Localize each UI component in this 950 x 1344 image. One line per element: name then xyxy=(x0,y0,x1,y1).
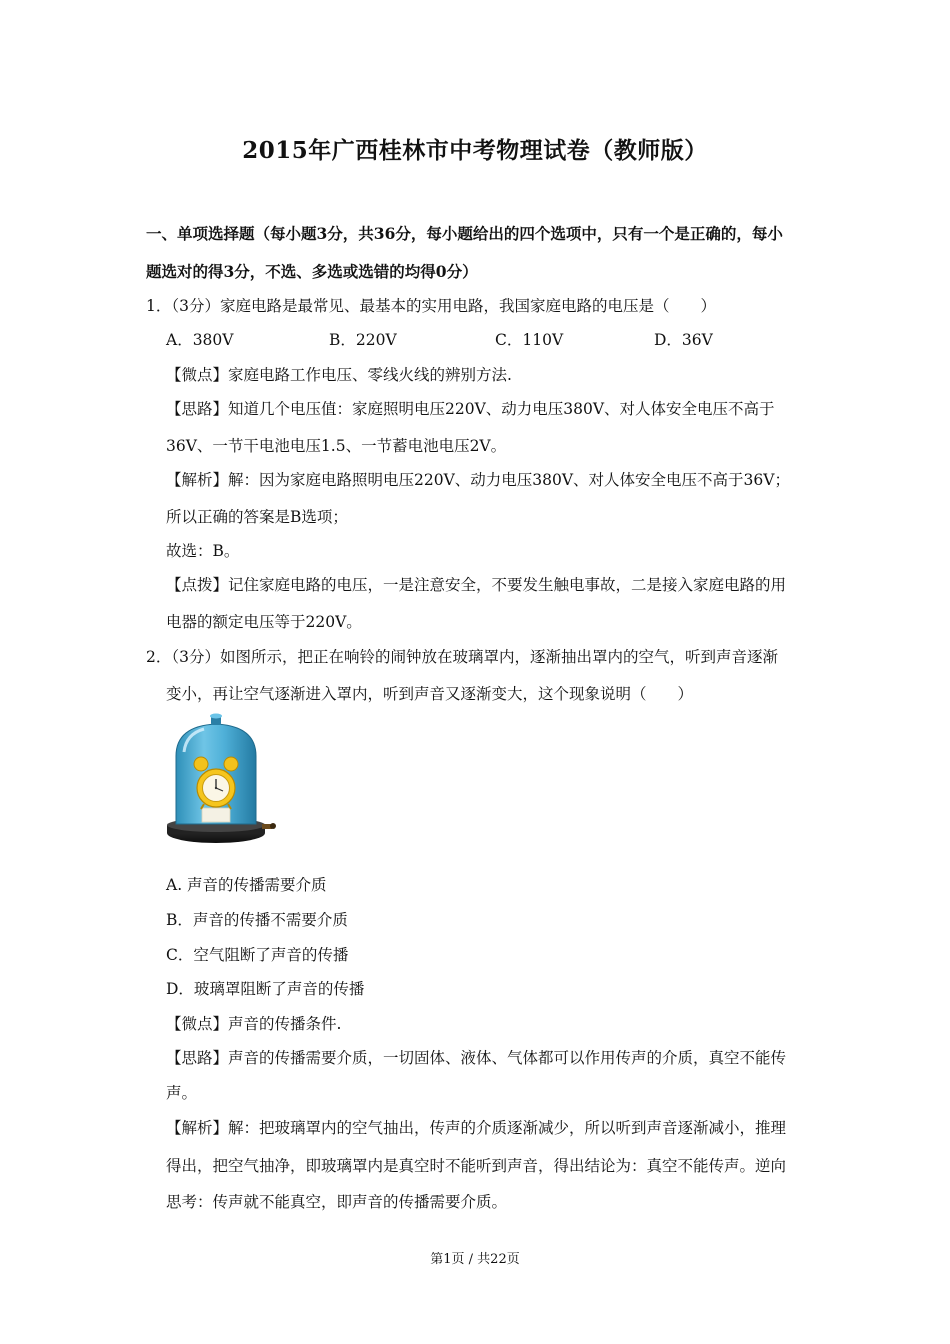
q1-weidian: 【微点】家庭电路工作电压、零线火线的辨别方法. xyxy=(166,366,512,384)
bell-jar-alarm-clock-figure xyxy=(164,712,280,846)
q1-option-d: D．36V xyxy=(654,331,713,349)
q2-jiexi-line-2: 得出，把空气抽净，即玻璃罩内是真空时不能听到声音，得出结论为：真空不能传声。逆向 xyxy=(166,1157,787,1175)
q1-option-c: C．110V xyxy=(495,331,564,349)
q1-stem: 1．（3分）家庭电路是最常见、最基本的实用电路，我国家庭电路的电压是（ ） xyxy=(146,297,716,315)
section-heading-line-2: 题选对的得3分，不选、多选或选错的均得0分） xyxy=(146,262,478,281)
q1-answer: 故选：B。 xyxy=(166,542,240,560)
q2-option-c: C．空气阻断了声音的传播 xyxy=(166,946,349,964)
q2-weidian: 【微点】声音的传播条件. xyxy=(166,1015,342,1033)
q2-jiexi-line-1: 【解析】解：把玻璃罩内的空气抽出，传声的介质逐渐减少，所以听到声音逐渐减小，推理 xyxy=(166,1119,787,1137)
q2-stem-line-1: 2．（3分）如图所示，把正在响铃的闹钟放在玻璃罩内，逐渐抽出罩内的空气，听到声音逐渐 xyxy=(146,648,778,666)
q2-option-a: A. 声音的传播需要介质 xyxy=(166,876,327,894)
q1-silu-line-2: 36V、一节干电池电压1.5、一节蓄电池电压2V。 xyxy=(166,437,507,455)
page-footer: 第1页 / 共22页 xyxy=(430,1252,520,1267)
q1-dianbo-line-1: 【点拨】记住家庭电路的电压，一是注意安全，不要发生触电事故，二是接入家庭电路的用 xyxy=(166,576,787,594)
q2-silu-line-2: 声。 xyxy=(166,1084,198,1102)
q2-stem-line-2: 变小，再让空气逐渐进入罩内，听到声音又逐渐变大，这个现象说明（ ） xyxy=(166,685,694,703)
q1-option-b: B．220V xyxy=(329,331,397,349)
section-heading-line-1: 一、单项选择题（每小题3分，共36分，每小题给出的四个选项中，只有一个是正确的，每小 xyxy=(146,224,783,243)
page-title: 2015年广西桂林市中考物理试卷（教师版） xyxy=(242,137,708,164)
q1-option-a: A．380V xyxy=(166,331,234,349)
q2-silu-line-1: 【思路】声音的传播需要介质，一切固体、液体、气体都可以作用传声的介质，真空不能传 xyxy=(166,1049,787,1067)
q2-jiexi-line-3: 思考：传声就不能真空，即声音的传播需要介质。 xyxy=(166,1193,508,1211)
q1-dianbo-line-2: 电器的额定电压等于220V。 xyxy=(166,613,362,631)
q1-silu-line-1: 【思路】知道几个电压值：家庭照明电压220V、动力电压380V、对人体安全电压不高于 xyxy=(166,400,775,418)
q2-option-d: D．玻璃罩阻断了声音的传播 xyxy=(166,980,365,998)
q1-jiexi-line-1: 【解析】解：因为家庭电路照明电压220V、动力电压380V、对人体安全电压不高于36V； xyxy=(166,471,790,489)
q1-jiexi-line-2: 所以正确的答案是B选项； xyxy=(166,508,348,526)
q2-option-b: B．声音的传播不需要介质 xyxy=(166,911,348,929)
